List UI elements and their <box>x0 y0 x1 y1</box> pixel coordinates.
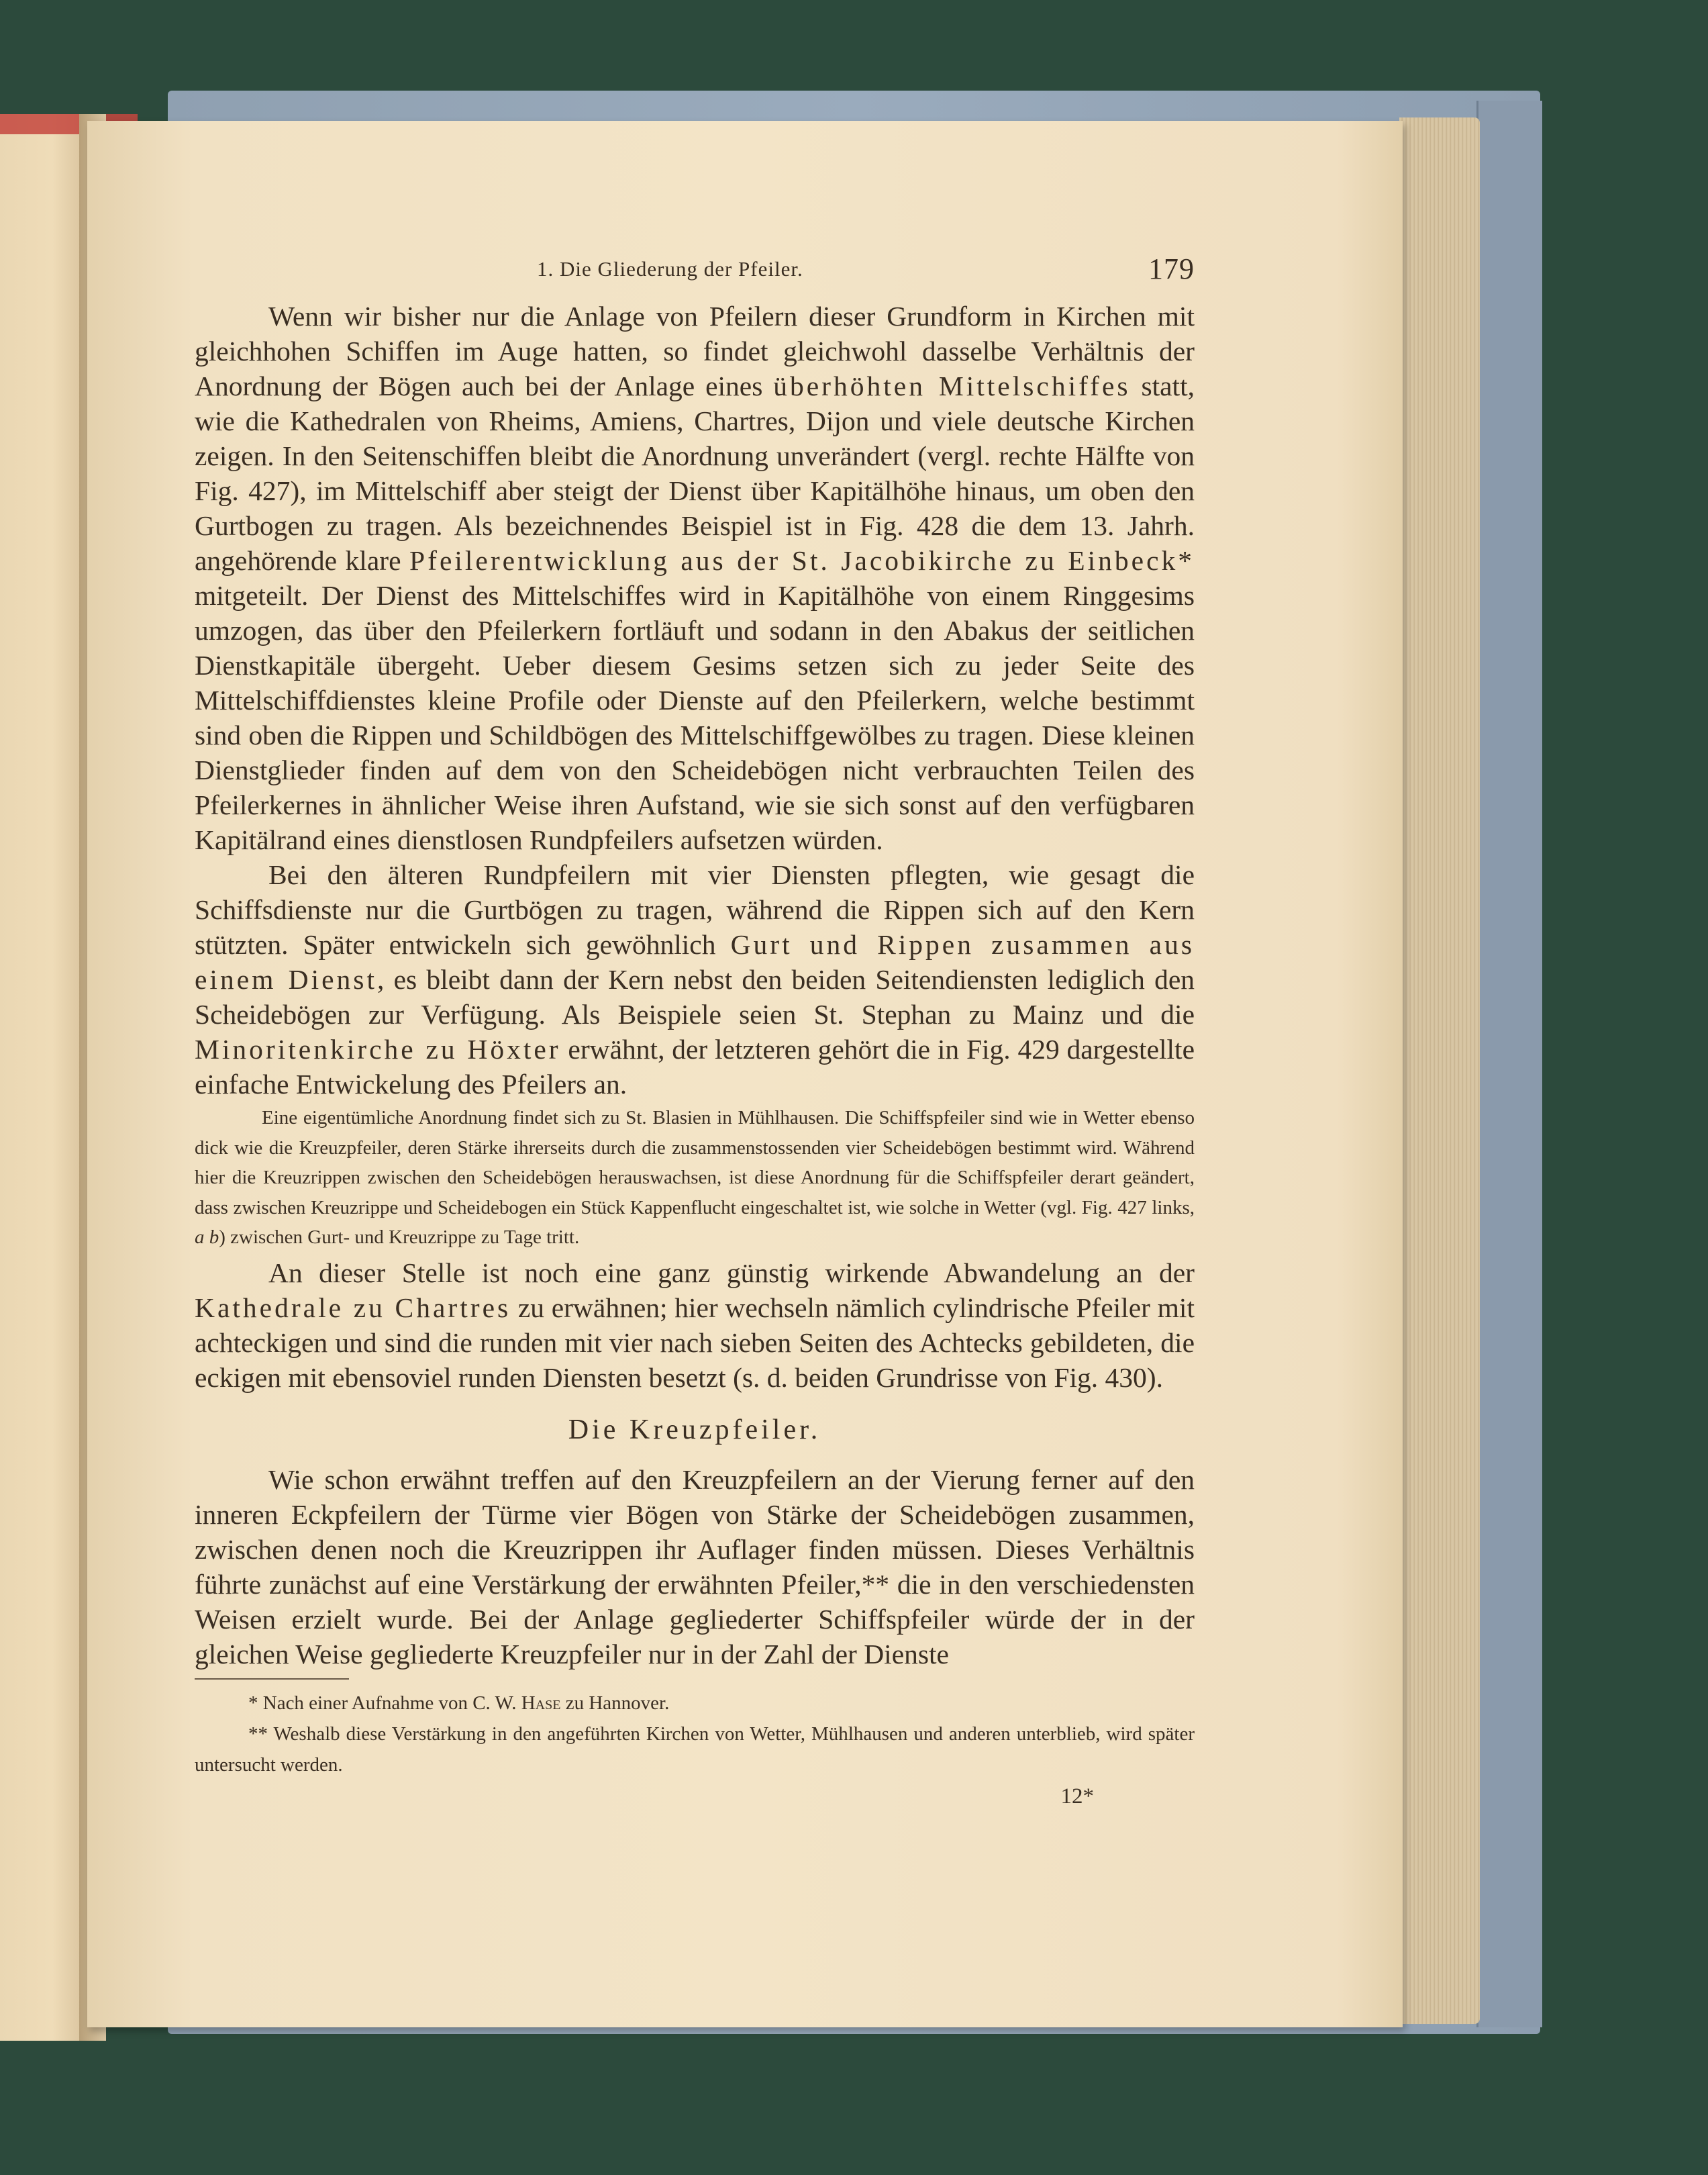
cover-edge <box>1476 101 1542 2027</box>
text-run: statt, wie die Kathedralen von Rheims, Amiens, Chartres, Dijon und viele deutsche Kirchen zeigen. In den Seitenschiffen bleibt die Anordnung unverändert (vergl. rechte Hälfte von Fig. 427), im Mittelschiff aber steigt der Dienst über Kapitälhöhe hinaus, um oben den Gurtbogen zu tragen. Als bezeichnendes Beispiel ist in Fig. 428 die dem 13. Jahrh. angehörende klare <box>195 371 1195 576</box>
footnote-rule <box>195 1678 349 1680</box>
running-header <box>195 252 1195 299</box>
paragraph-1 <box>195 299 1195 857</box>
signature-mark: 12* <box>1060 1784 1094 1808</box>
paragraph-2 <box>195 857 1195 1102</box>
text-run: mitgeteilt. Der Dienst des Mittelschiffes wird in Kapitälhöhe von einem Ringgesims umzogen, das über den Pfeilerkern fortläuft und sodann in den Abakus der seitlichen Dienstkapitäle übergeht. Ueber diesem Gesims setzen sich zu jeder Seite des Mittelschiffdienstes kleine Profile oder Dienste auf den Pfeilerkern, welche bestimmt sind oben die Rippen und Schildbögen des Mittelschiffgewölbes zu tragen. Diese kleinen Dienstglieder finden auf dem von den Scheidebögen nicht verbrauchten Teilen des Pfeilerkernes in ähnlicher Weise ihren Aufstand, wie sie sich sonst auf den verfügbaren Kapitälrand eines dienstlosen Rundpfeilers aufsetzen würden. <box>195 580 1195 855</box>
footnote-1 <box>195 1688 1195 1719</box>
text-run: An dieser Stelle ist noch eine ganz günstig wirkende Abwandelung an der <box>268 1257 1195 1288</box>
text-run: Eine eigentümliche Anordnung findet sich zu St. Blasien in Mühlhausen. Die Schiffspfeiler sind wie in Wetter ebenso dick wie die Kreuzpfeiler, deren Stärke ihrerseits durch die zusammenstossenden vier Scheidebögen bestimmt wird. Während hier die Kreuzrippen zwischen den Scheidebögen herauswachsen, ist diese Anordnung für die Schiffspfeiler derart geändert, dass zwischen Kreuzrippe und Scheidebogen ein Stück Kappenflucht eingeschaltet ist, wie solche in Wetter (vgl. Fig. 427 links, <box>195 1107 1195 1218</box>
spaced-term: Minoritenkirche zu Höxter <box>195 1034 561 1065</box>
section-heading: Die Kreuzpfeiler. <box>568 1414 821 1445</box>
text-run: Wenn wir bisher nur die Anlage von Pfeilern dieser Grundform in Kirchen mit gleichhohen Schiffen im Auge hatten, so findet gleichwohl dasselbe Verhältnis der Anordnung der Bögen auch bei der Anlage eines <box>195 301 1195 401</box>
page-edges <box>1399 117 1480 2024</box>
spaced-term: überhöhten Mittelschiffes <box>773 371 1131 401</box>
book-page <box>87 121 1403 2027</box>
spaced-term: Pfeilerentwicklung aus der St. Jacobikirche zu Einbeck* <box>409 545 1195 576</box>
text-run: zu erwähnen; hier wechseln nämlich cylindrische Pfeiler mit achteckigen und sind die runden mit vier nach sieben Seiten des Achtecks gebildeten, die eckigen mit ebensoviel runden Diensten besetzt (s. d. beiden Grundrisse von Fig. 430). <box>195 1292 1195 1393</box>
spaced-term: Kathedrale zu Chartres <box>195 1292 511 1323</box>
text-run: * Nach einer Aufnahme von C. W. <box>248 1692 521 1714</box>
spaced-term: Gurt und Rippen zusammen aus einem Dienst <box>195 929 1195 995</box>
paragraph-4: Wie schon erwähnt treffen auf den Kreuzpfeilern an der Vierung ferner auf den inneren Eckpfeilern der Türme vier Bögen von Stärke der Scheidebögen zusammen, zwischen denen noch die Kreuzrippen ihr Auflager finden müssen. Dieses Verhältnis führte zunächst auf eine Verstärkung der erwähnten Pfeiler,** die in den verschiedensten Weisen erzielt wurde. Bei der Anlage gegliederter Schiffspfeiler würde der in der gleichen Weise gegliederte Kreuzpfeiler nur in der Zahl der Dienste <box>195 1463 1195 1670</box>
text-run: zu Hannover. <box>560 1692 670 1714</box>
running-title: 1. Die Gliederung der Pfeiler. <box>537 257 803 281</box>
page-number: 179 <box>1148 252 1195 285</box>
text-run: erwähnt, der letzteren gehört die in Fig. 429 dargestellte einfache Entwickelung des Pfeilers an. <box>195 1034 1195 1100</box>
small-caps-name: Hase <box>521 1692 561 1714</box>
paragraph-3 <box>195 1255 1195 1395</box>
footnote-2: ** Weshalb diese Verstärkung in den angeführten Kirchen von Wetter, Mühlhausen und anderen unterblieb, wird später untersucht werden. <box>195 1723 1195 1776</box>
page-content <box>195 252 1195 1809</box>
italic-run: a b <box>195 1226 219 1248</box>
text-run: ) zwischen Gurt- und Kreuzrippe zu Tage tritt. <box>219 1226 580 1248</box>
text-run: Bei den älteren Rundpfeilern mit vier Diensten pflegten, wie gesagt die Schiffsdienste nur die Gurtbögen zu tragen, während die Rippen sich auf den Kern stützten. Später entwickeln sich gewöhnlich <box>195 859 1195 960</box>
text-run: , es bleibt dann der Kern nebst den beiden Seitendiensten lediglich den Scheidebögen zur Verfügung. Als Beispiele seien St. Stephan zu Mainz und die <box>195 964 1195 1030</box>
small-print-note <box>195 1103 1195 1253</box>
facing-page <box>0 114 87 2041</box>
